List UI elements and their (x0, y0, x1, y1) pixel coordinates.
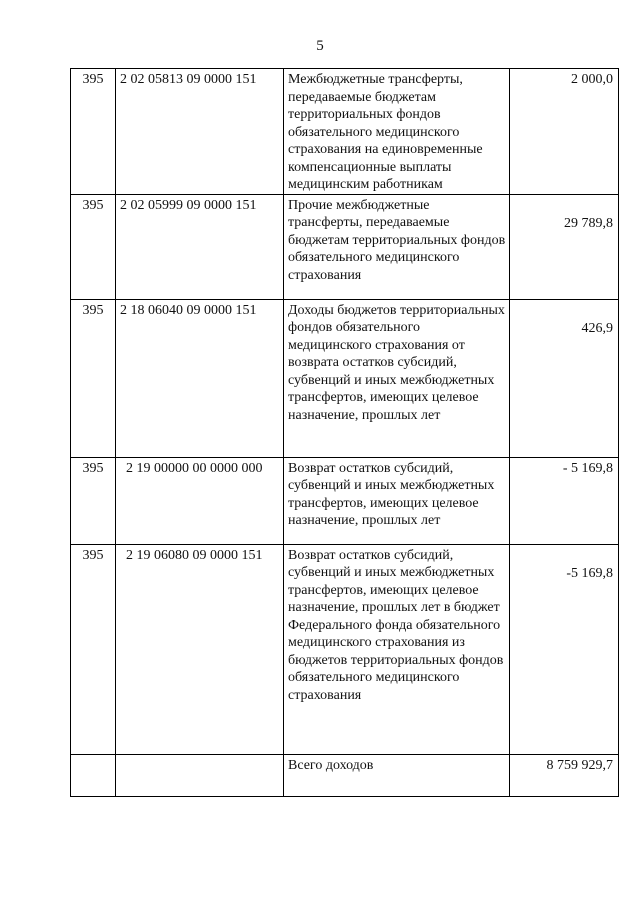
empty-cell (116, 754, 284, 796)
amount-cell: - 5 169,8 (510, 457, 619, 544)
table-row (71, 544, 619, 754)
table-row (71, 457, 619, 544)
revenue-table (70, 68, 619, 797)
table-row (71, 194, 619, 299)
admin-code-cell: 395 (71, 69, 116, 195)
budget-code-cell: 2 02 05999 09 0000 151 (116, 194, 284, 299)
amount-cell: -5 169,8 (510, 544, 619, 754)
table-row (71, 69, 619, 195)
admin-code-cell: 395 (71, 299, 116, 457)
amount-cell: 2 000,0 (510, 69, 619, 195)
budget-code-cell: 2 02 05813 09 0000 151 (116, 69, 284, 195)
total-label-cell: Всего доходов (284, 754, 510, 796)
budget-code-cell: 2 19 00000 00 0000 000 (116, 457, 284, 544)
total-amount-cell: 8 759 929,7 (510, 754, 619, 796)
budget-code-cell: 2 18 06040 09 0000 151 (116, 299, 284, 457)
revenue-name-cell: Возврат остатков субсидий, субвенций и иных межбюджетных трансфертов, имеющих целевое назначение, прошлых лет (284, 457, 510, 544)
amount-cell: 29 789,8 (510, 194, 619, 299)
page-number: 5 (316, 38, 324, 54)
revenue-name-cell: Возврат остатков субсидий, субвенций и иных межбюджетных трансфертов, имеющих целевое назначение, прошлых лет в бюджет Федерального фонда обязательного медицинского страхования из бюджетов территориальных фондов обязательного медицинского страхования (284, 544, 510, 754)
empty-cell (71, 754, 116, 796)
budget-code-cell: 2 19 06080 09 0000 151 (116, 544, 284, 754)
amount-cell: 426,9 (510, 299, 619, 457)
revenue-name-cell: Прочие межбюджетные трансферты, передаваемые бюджетам территориальных фондов обязательного медицинского страхования (284, 194, 510, 299)
admin-code-cell: 395 (71, 457, 116, 544)
total-row (71, 754, 619, 796)
admin-code-cell: 395 (71, 194, 116, 299)
admin-code-cell: 395 (71, 544, 116, 754)
table-row (71, 299, 619, 457)
revenue-name-cell: Доходы бюджетов территориальных фондов обязательного медицинского страхования от возврата остатков субсидий, субвенций и иных межбюджетных трансфертов, имеющих целевое назначение, прошлых лет (284, 299, 510, 457)
revenue-name-cell: Межбюджетные трансферты, передаваемые бюджетам территориальных фондов обязательного медицинского страхования на единовременные компенсационные выплаты медицинским работникам (284, 69, 510, 195)
